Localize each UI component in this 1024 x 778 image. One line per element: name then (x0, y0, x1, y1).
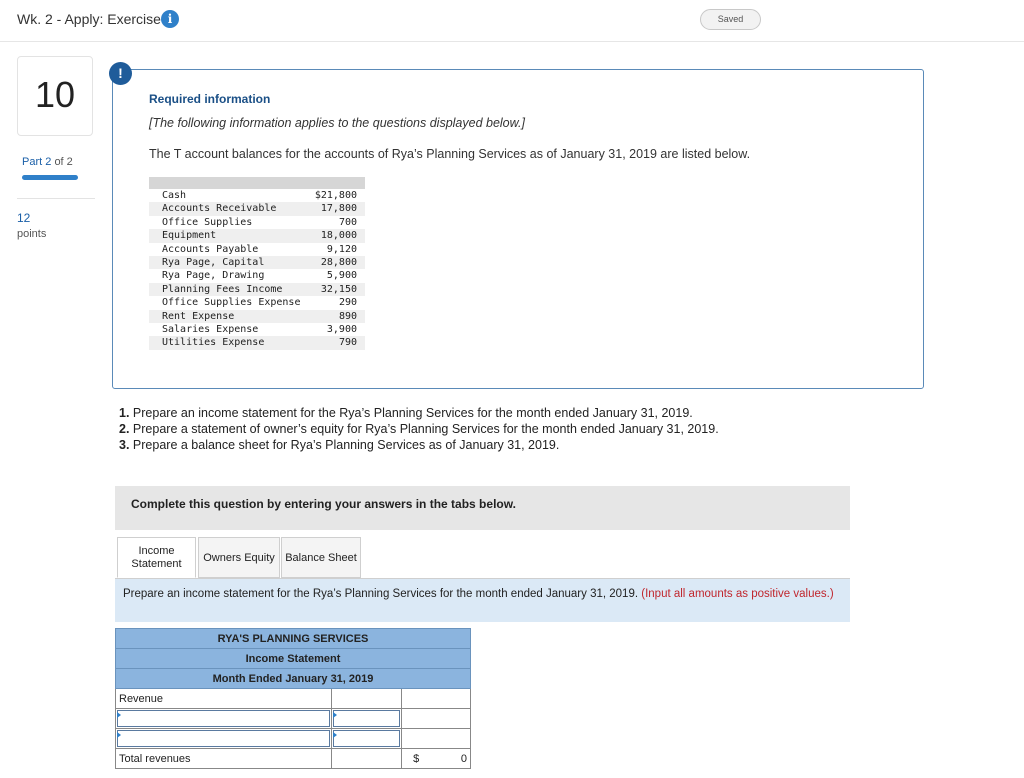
account-name: Salaries Expense (149, 323, 311, 336)
statement-name: Income Statement (116, 649, 471, 669)
table-row (149, 216, 365, 229)
part-total: of 2 (54, 156, 73, 168)
table-row (149, 323, 365, 336)
saved-status-badge: Saved (700, 9, 761, 30)
table-header (149, 177, 365, 189)
table-row (149, 283, 365, 296)
top-bar (0, 0, 1024, 42)
table-row (149, 256, 365, 269)
table-row (149, 189, 365, 202)
account-name: Rya Page, Drawing (149, 269, 311, 282)
tab-balance-sheet[interactable]: Balance Sheet (281, 537, 361, 578)
instruction-item: 2. Prepare a statement of owner’s equity for Rya’s Planning Services for the month ended January 31, 2019. (119, 422, 719, 436)
table-row (149, 229, 365, 242)
account-balance: 890 (311, 310, 365, 323)
account-balance: 17,800 (311, 202, 365, 215)
account-balance: 700 (311, 216, 365, 229)
alert-icon: ! (109, 62, 132, 85)
account-name: Office Supplies (149, 216, 311, 229)
account-name: Planning Fees Income (149, 283, 311, 296)
info-icon[interactable]: i (161, 10, 179, 28)
account-balance: 790 (311, 336, 365, 349)
prompt-note: (Input all amounts as positive values.) (641, 588, 834, 600)
company-name: RYA'S PLANNING SERVICES (116, 629, 471, 649)
table-row (149, 243, 365, 256)
revenue-amount-input-1[interactable] (333, 710, 400, 727)
total-revenues-value: $ 0 (402, 749, 471, 769)
account-balance: 9,120 (311, 243, 365, 256)
account-balance: 3,900 (311, 323, 365, 336)
required-info-title: Required information (149, 92, 271, 106)
account-balance: 290 (311, 296, 365, 309)
statement-period: Month Ended January 31, 2019 (116, 669, 471, 689)
account-name: Accounts Receivable (149, 202, 311, 215)
table-row (149, 336, 365, 349)
revenue-label: Revenue (116, 689, 332, 709)
points-value: 12 (17, 211, 31, 225)
required-info-note: [The following information applies to the questions displayed below.] (149, 116, 525, 130)
points-label: points (17, 228, 47, 240)
rail-divider (17, 198, 95, 199)
account-name: Rya Page, Capital (149, 256, 311, 269)
part-prefix: Part (22, 156, 43, 168)
total-revenues-label: Total revenues (116, 749, 332, 769)
question-number: 10 (17, 56, 93, 136)
table-row (149, 202, 365, 215)
account-name: Cash (149, 189, 311, 202)
part-current: 2 (45, 156, 52, 168)
revenue-account-input-1[interactable] (117, 710, 330, 727)
prompt-text: Prepare an income statement for the Rya’s Planning Services for the month ended January 31, 2019. (Input all amounts as positive values.) (115, 579, 850, 622)
required-info-text: The T account balances for the accounts of Rya’s Planning Services as of January 31, 2019 are listed below. (149, 147, 751, 161)
account-name: Rent Expense (149, 310, 311, 323)
instructions-list (119, 405, 719, 453)
account-balance: $21,800 (311, 189, 365, 202)
table-row (149, 269, 365, 282)
account-name: Utilities Expense (149, 336, 311, 349)
complete-question-banner: Complete this question by entering your answers in the tabs below. (115, 486, 850, 530)
tab-income-statement[interactable]: Income Statement (117, 537, 196, 578)
account-balances-table (149, 177, 365, 350)
part-indicator (22, 156, 73, 168)
assignment-title: Wk. 2 - Apply: Exercise (17, 11, 161, 27)
tab-owners-equity[interactable]: Owners Equity (198, 537, 280, 578)
table-row (149, 310, 365, 323)
income-statement-table (115, 628, 471, 769)
account-balance: 18,000 (311, 229, 365, 242)
instruction-item: 1. Prepare an income statement for the Rya’s Planning Services for the month ended January 31, 2019. (119, 406, 693, 420)
account-name: Accounts Payable (149, 243, 311, 256)
instruction-item: 3. Prepare a balance sheet for Rya’s Planning Services as of January 31, 2019. (119, 438, 560, 452)
account-balance: 28,800 (311, 256, 365, 269)
account-balance: 5,900 (311, 269, 365, 282)
account-name: Office Supplies Expense (149, 296, 311, 309)
part-progress-bar (22, 175, 78, 180)
table-row (149, 296, 365, 309)
account-name: Equipment (149, 229, 311, 242)
revenue-amount-input-2[interactable] (333, 730, 400, 747)
revenue-account-input-2[interactable] (117, 730, 330, 747)
account-balance: 32,150 (311, 283, 365, 296)
